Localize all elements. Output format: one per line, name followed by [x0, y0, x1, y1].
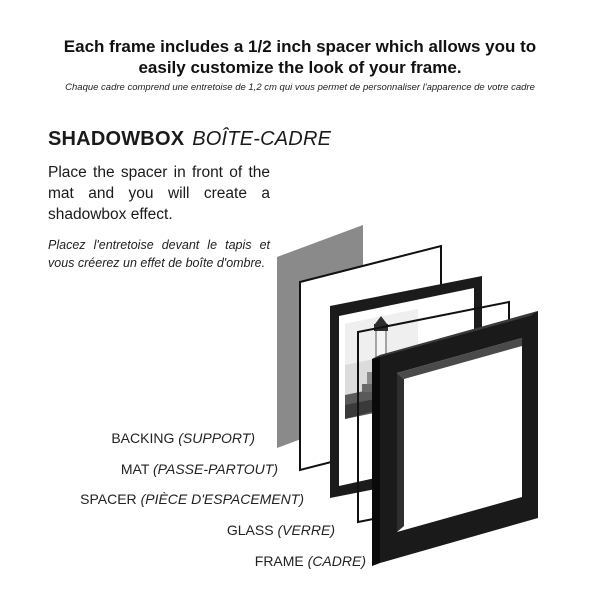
label-backing-fr: (SUPPORT)	[178, 430, 255, 446]
description-fr: Placez l'entretoise devant le tapis et vous créerez un effet de boîte d'ombre.	[48, 238, 270, 270]
section-title-fr: BOÎTE-CADRE	[192, 128, 332, 150]
headline-line-1: Each frame includes a 1/2 inch spacer which allows you to	[63, 37, 537, 56]
label-frame-fr: (CADRE)	[307, 553, 366, 569]
label-frame-en: FRAME	[254, 553, 304, 569]
section-title-en: SHADOWBOX	[48, 128, 185, 150]
headline-line-2: easily customize the look of your frame.	[138, 58, 462, 77]
label-backing-en: BACKING	[111, 430, 175, 446]
label-glass-fr: (VERRE)	[277, 522, 335, 538]
label-backing	[111, 430, 255, 446]
label-mat	[121, 461, 278, 477]
label-spacer-en: SPACER	[80, 491, 137, 507]
label-glass	[227, 522, 335, 538]
label-mat-en: MAT	[120, 461, 150, 477]
label-glass-en: GLASS	[226, 522, 274, 538]
label-spacer	[80, 491, 304, 507]
label-mat-fr: (PASSE-PARTOUT)	[153, 461, 278, 477]
label-frame	[255, 553, 366, 569]
label-spacer-fr: (PIÈCE D'ESPACEMENT)	[140, 491, 304, 507]
description-en: Place the spacer in front of the mat and you will create a shadowbox effect.	[48, 164, 270, 223]
subline-french: Chaque cadre comprend une entretoise de 1,2 cm qui vous permet de personnaliser l'apparence de votre cadre	[65, 82, 535, 93]
